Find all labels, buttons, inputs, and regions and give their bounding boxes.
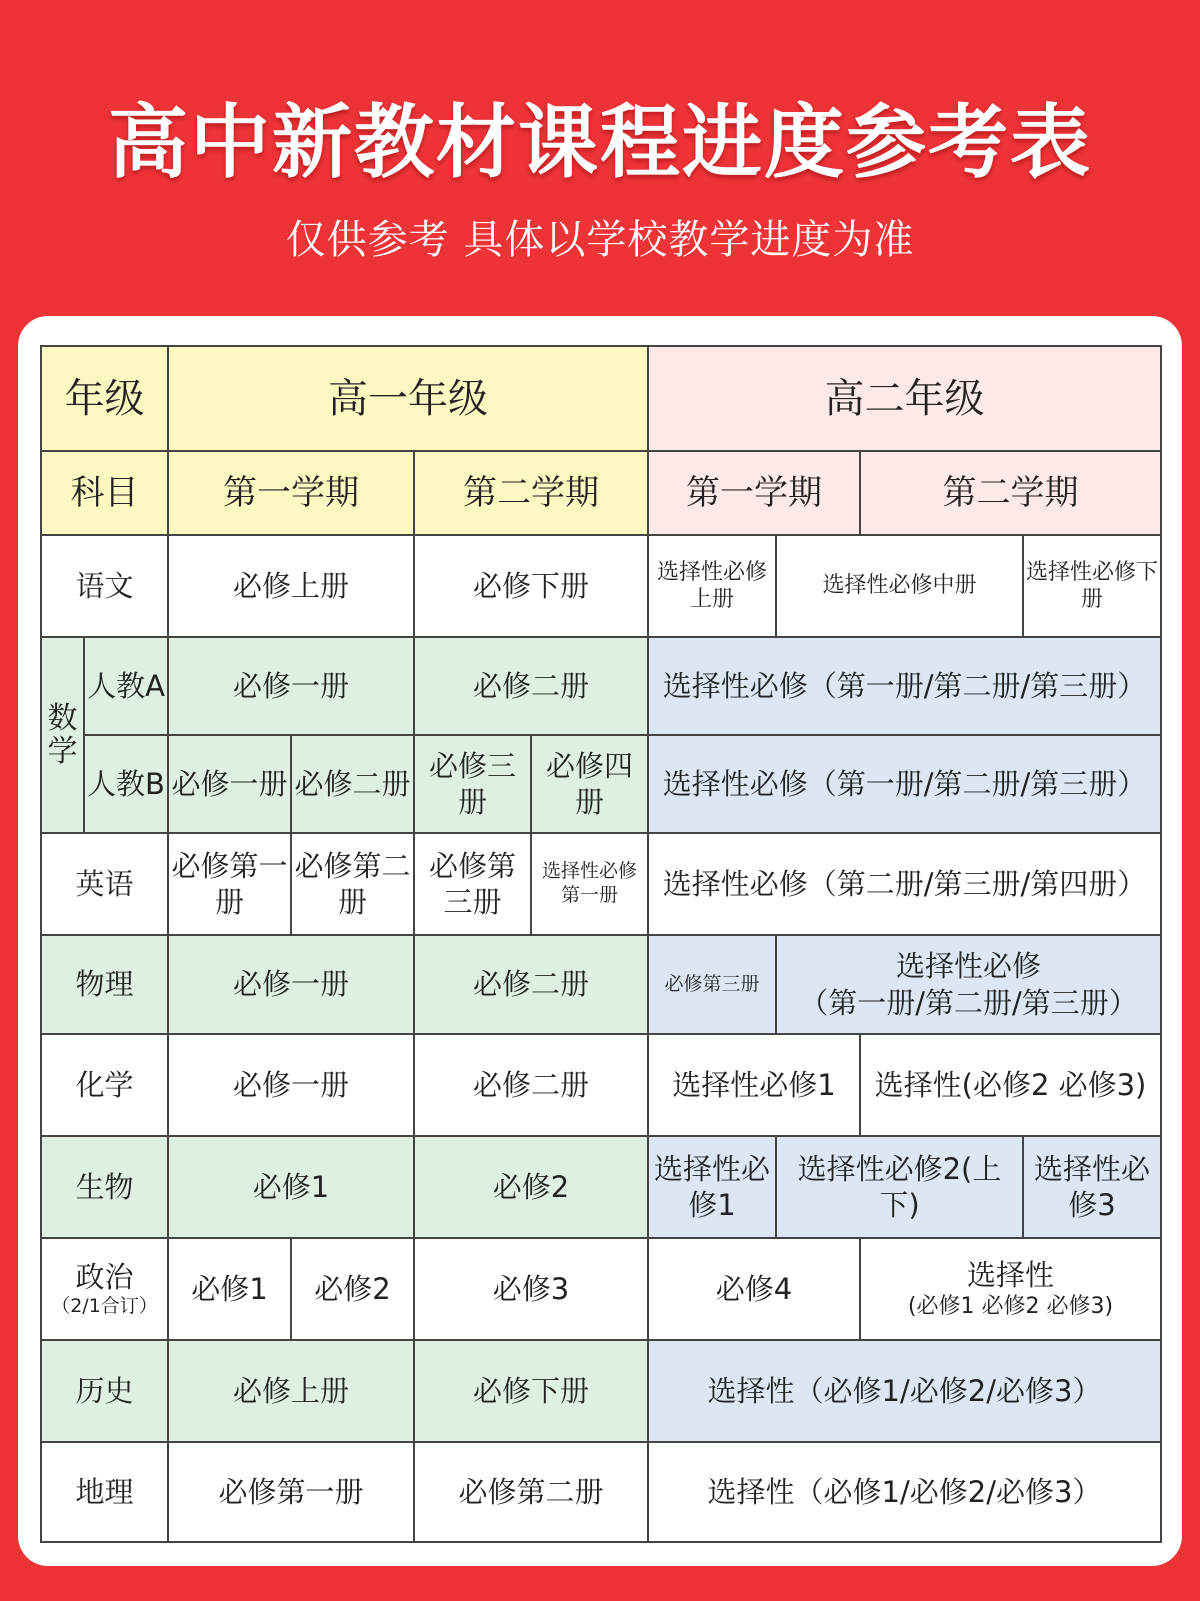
cell-chemistry-g2b: 选择性(必修2 必修3) xyxy=(860,1034,1161,1136)
cell-english-2: 必修第二册 xyxy=(291,833,414,935)
subject-label: 科目 xyxy=(41,451,168,535)
cell-biology-g1t1: 必修1 xyxy=(168,1136,414,1238)
page-subtitle: 仅供参考 具体以学校教学进度为准 xyxy=(285,217,915,263)
table-row xyxy=(41,1238,1161,1340)
grade2-header: 高二年级 xyxy=(648,346,1161,451)
cell-politics-2: 必修2 xyxy=(291,1238,414,1340)
cell-physics-g2a: 必修第三册 xyxy=(648,935,776,1034)
cell-politics-g1t2: 必修3 xyxy=(414,1238,648,1340)
cell-chinese-g1t2: 必修下册 xyxy=(414,535,648,637)
cell-physics-g1t2: 必修二册 xyxy=(414,935,648,1034)
page-title: 高中新教材课程进度参考表 xyxy=(108,96,1092,189)
table-row xyxy=(41,833,1161,935)
cell-english-g2: 选择性必修（第二册/第三册/第四册） xyxy=(648,833,1161,935)
cell-biology-g2a: 选择性必修1 xyxy=(648,1136,776,1238)
cell-geography-g2: 选择性（必修1/必修2/必修3） xyxy=(648,1442,1161,1542)
cell-english-1: 必修第一册 xyxy=(168,833,291,935)
subject-biology: 生物 xyxy=(41,1136,168,1238)
physics-g2b-line2: （第一册/第二册/第三册） xyxy=(799,985,1138,1020)
table-row xyxy=(41,535,1161,637)
politics-g2t2-line1: 选择性 xyxy=(966,1258,1054,1293)
cell-math-b-g2: 选择性必修（第一册/第二册/第三册） xyxy=(648,735,1161,833)
table-row xyxy=(41,637,1161,735)
physics-g2b-line1: 选择性必修 xyxy=(895,949,1041,984)
cell-chemistry-g2a: 选择性必修1 xyxy=(648,1034,860,1136)
table-row xyxy=(41,1136,1161,1238)
subject-chemistry: 化学 xyxy=(41,1034,168,1136)
grade2-term2-header: 第二学期 xyxy=(860,451,1161,535)
cell-math-b-1: 必修一册 xyxy=(168,735,291,833)
cell-chinese-g2a: 选择性必修上册 xyxy=(648,535,776,637)
cell-math-a-g1t1: 必修一册 xyxy=(168,637,414,735)
subject-geography: 地理 xyxy=(41,1442,168,1542)
cell-chinese-g1t1: 必修上册 xyxy=(168,535,414,637)
subject-math: 数学 xyxy=(41,637,84,833)
grade1-header: 高一年级 xyxy=(168,346,648,451)
subject-politics xyxy=(41,1238,168,1340)
cell-politics-g2t1: 必修4 xyxy=(648,1238,860,1340)
table-row xyxy=(41,735,1161,833)
politics-name: 政治 xyxy=(75,1260,134,1294)
cell-geography-g1t1: 必修第一册 xyxy=(168,1442,414,1542)
cell-history-g1t2: 必修下册 xyxy=(414,1340,648,1442)
cell-biology-g1t2: 必修2 xyxy=(414,1136,648,1238)
cell-english-3: 必修第三册 xyxy=(414,833,531,935)
course-schedule-table xyxy=(40,345,1162,1543)
cell-chemistry-g1t1: 必修一册 xyxy=(168,1034,414,1136)
cell-math-b-3: 必修三册 xyxy=(414,735,531,833)
cell-english-4: 选择性必修第一册 xyxy=(531,833,648,935)
politics-note: （2/1合订） xyxy=(51,1295,158,1318)
cell-chinese-g2c: 选择性必修下册 xyxy=(1023,535,1161,637)
subject-physics: 物理 xyxy=(41,935,168,1034)
cell-math-b-2: 必修二册 xyxy=(291,735,414,833)
grade2-term1-header: 第一学期 xyxy=(648,451,860,535)
cell-biology-g2b: 选择性必修2(上下) xyxy=(776,1136,1023,1238)
math-version-a: 人教A xyxy=(84,637,168,735)
grade1-term2-header: 第二学期 xyxy=(414,451,648,535)
cell-history-g2: 选择性（必修1/必修2/必修3） xyxy=(648,1340,1161,1442)
table-row xyxy=(41,1340,1161,1442)
table-row xyxy=(41,1442,1161,1542)
subject-english: 英语 xyxy=(41,833,168,935)
subject-chinese: 语文 xyxy=(41,535,168,637)
cell-chinese-g2b: 选择性必修中册 xyxy=(776,535,1023,637)
cell-physics-g1t1: 必修一册 xyxy=(168,935,414,1034)
cell-chemistry-g1t2: 必修二册 xyxy=(414,1034,648,1136)
grade1-term1-header: 第一学期 xyxy=(168,451,414,535)
cell-history-g1t1: 必修上册 xyxy=(168,1340,414,1442)
cell-politics-1: 必修1 xyxy=(168,1238,291,1340)
politics-g2t2-line2: (必修1 必修2 必修3) xyxy=(907,1294,1114,1320)
cell-physics-g2b xyxy=(776,935,1161,1034)
math-version-b: 人教B xyxy=(84,735,168,833)
grade-label: 年级 xyxy=(41,346,168,451)
cell-geography-g1t2: 必修第二册 xyxy=(414,1442,648,1542)
cell-politics-g2t2 xyxy=(860,1238,1161,1340)
cell-math-a-g1t2: 必修二册 xyxy=(414,637,648,735)
cell-math-b-4: 必修四册 xyxy=(531,735,648,833)
subject-history: 历史 xyxy=(41,1340,168,1442)
cell-biology-g2c: 选择性必修3 xyxy=(1023,1136,1161,1238)
table-row xyxy=(41,935,1161,1034)
table-row xyxy=(41,1034,1161,1136)
cell-math-a-g2: 选择性必修（第一册/第二册/第三册） xyxy=(648,637,1161,735)
